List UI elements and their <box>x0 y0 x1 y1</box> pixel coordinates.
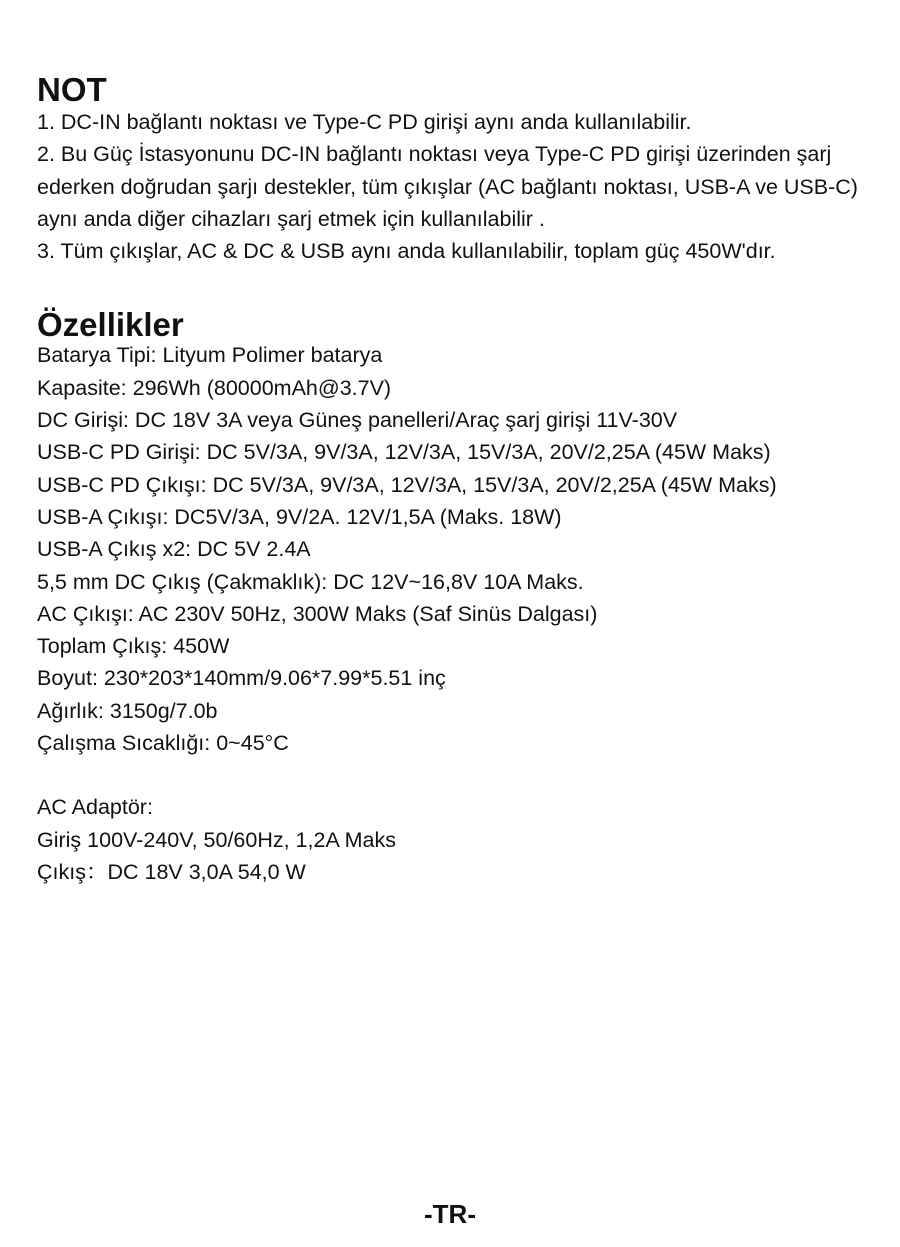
spec-line: USB-A Çıkış x2: DC 5V 2.4A <box>37 537 311 562</box>
spec-line: DC Girişi: DC 18V 3A veya Güneş panelleri/Araç şarj girişi 11V-30V <box>37 408 678 433</box>
note-item: 1. DC-IN bağlantı noktası ve Type-C PD girişi aynı anda kullanılabilir. <box>37 110 692 134</box>
spec-line: Çalışma Sıcaklığı: 0~45°C <box>37 731 289 756</box>
spec-line: Boyut: 230*203*140mm/9.06*7.99*5.51 inç <box>37 666 446 691</box>
spec-line: Ağırlık: 3150g/7.0b <box>37 698 218 723</box>
spec-line: 5,5 mm DC Çıkış (Çakmaklık): DC 12V~16,8V 10A Maks. <box>37 569 584 594</box>
spec-line: Batarya Tipi: Lityum Polimer batarya <box>37 343 383 368</box>
adapter-output: Çıkış：DC 18V 3,0A 54,0 W <box>37 859 306 884</box>
adapter-title: AC Adaptör: <box>37 795 153 820</box>
spec-line: USB-A Çıkışı: DC5V/3A, 9V/2A. 12V/1,5A (Maks. 18W) <box>37 504 562 529</box>
spec-line: Toplam Çıkış: 450W <box>37 634 230 659</box>
spec-line: AC Çıkışı: AC 230V 50Hz, 300W Maks (Saf Sinüs Dalgası) <box>37 601 598 626</box>
spec-line: USB-C PD Girişi: DC 5V/3A, 9V/3A, 12V/3A, 15V/3A, 20V/2,25A (45W Maks) <box>37 440 771 465</box>
note-item: 2. Bu Güç İstasyonunu DC-IN bağlantı noktası veya Type-C PD girişi üzerinden şarj ederken doğrudan şarjı destekler, tüm çıkışlar (AC bağlantı noktası, USB-A ve USB-C) aynı anda diğer cihazları şarj etmek için kullanılabilir . <box>37 142 858 231</box>
spec-list <box>37 339 872 759</box>
document-page <box>37 70 872 888</box>
spec-line: USB-C PD Çıkışı: DC 5V/3A, 9V/3A, 12V/3A, 15V/3A, 20V/2,25A (45W Maks) <box>37 472 777 497</box>
note-list <box>37 106 872 267</box>
spec-line: Kapasite: 296Wh (80000mAh@3.7V) <box>37 375 392 400</box>
note-item: 3. Tüm çıkışlar, AC & DC & USB aynı anda kullanılabilir, toplam güç 450W'dır. <box>37 239 776 264</box>
adapter-input: Giriş 100V-240V, 50/60Hz, 1,2A Maks <box>37 827 396 852</box>
note-heading: NOT <box>37 71 107 108</box>
page-label: -TR- <box>424 1199 476 1229</box>
adapter-section <box>37 791 872 888</box>
features-heading: Özellikler <box>37 306 184 344</box>
